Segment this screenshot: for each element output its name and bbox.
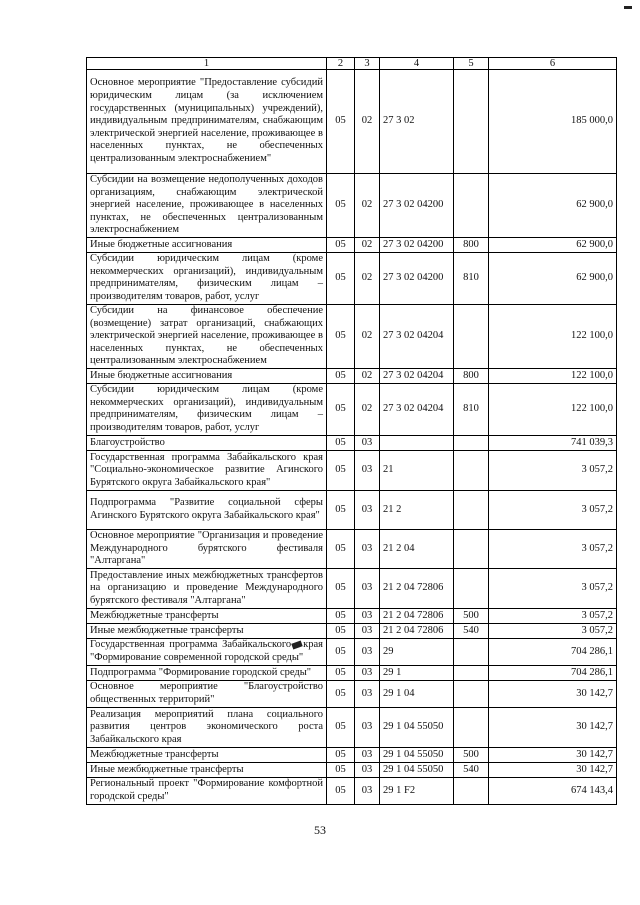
row-section: 05 bbox=[327, 237, 355, 252]
table-row bbox=[87, 450, 617, 490]
row-section: 05 bbox=[327, 435, 355, 450]
row-expense-type: 810 bbox=[454, 252, 489, 304]
row-expense-type bbox=[454, 450, 489, 490]
header-col-2: 2 bbox=[327, 58, 355, 70]
row-subsection: 03 bbox=[355, 707, 380, 747]
row-expense-type bbox=[454, 665, 489, 680]
row-name-part: "Формирование современной городской среды" bbox=[90, 651, 304, 663]
row-section: 05 bbox=[327, 450, 355, 490]
row-section: 05 bbox=[327, 252, 355, 304]
header-col-1: 1 bbox=[87, 58, 327, 70]
row-amount: 741 039,3 bbox=[489, 435, 617, 450]
row-subsection: 03 bbox=[355, 665, 380, 680]
table-row bbox=[87, 70, 617, 174]
row-amount: 122 100,0 bbox=[489, 304, 617, 368]
row-section: 05 bbox=[327, 608, 355, 623]
row-subsection: 02 bbox=[355, 70, 380, 174]
row-target-code: 27 3 02 04200 bbox=[380, 252, 454, 304]
row-section: 05 bbox=[327, 707, 355, 747]
row-amount: 674 143,4 bbox=[489, 777, 617, 804]
row-subsection: 03 bbox=[355, 680, 380, 707]
table-row bbox=[87, 252, 617, 304]
table-row bbox=[87, 237, 617, 252]
row-amount: 62 900,0 bbox=[489, 252, 617, 304]
row-section: 05 bbox=[327, 747, 355, 762]
row-name: Субсидии на возмещение недополученных доходов организациям, снабжающим электрической энергией население, проживающее в населенных пунктах, не обеспеченных централизованным электроснабжением bbox=[87, 174, 327, 238]
header-col-3: 3 bbox=[355, 58, 380, 70]
table-row bbox=[87, 680, 617, 707]
row-section: 05 bbox=[327, 304, 355, 368]
row-subsection: 03 bbox=[355, 608, 380, 623]
row-amount: 3 057,2 bbox=[489, 529, 617, 568]
row-section: 05 bbox=[327, 623, 355, 638]
row-name: Реализация мероприятий плана социального развития центров экономического роста Забайкальского края bbox=[87, 707, 327, 747]
table-row bbox=[87, 304, 617, 368]
row-name: Основное мероприятие "Предоставление субсидий юридическим лицам (за исключением государственных (муниципальных) учреждений), индивидуальным предпринимателям, снабжающим электрической энергией население, проживающее в населенных пунктах, не обеспеченных централизованным электроснабжением" bbox=[87, 70, 327, 174]
row-target-code: 21 2 04 bbox=[380, 529, 454, 568]
row-name: Благоустройство bbox=[87, 435, 327, 450]
row-target-code: 27 3 02 04204 bbox=[380, 368, 454, 383]
row-expense-type: 500 bbox=[454, 747, 489, 762]
table-row bbox=[87, 665, 617, 680]
row-target-code: 21 2 04 72806 bbox=[380, 608, 454, 623]
row-expense-type bbox=[454, 490, 489, 529]
row-expense-type bbox=[454, 707, 489, 747]
stamp-mark bbox=[291, 641, 302, 650]
row-amount: 3 057,2 bbox=[489, 608, 617, 623]
table-row bbox=[87, 383, 617, 435]
row-expense-type: 540 bbox=[454, 623, 489, 638]
row-amount: 3 057,2 bbox=[489, 490, 617, 529]
row-amount: 30 142,7 bbox=[489, 707, 617, 747]
row-subsection: 03 bbox=[355, 490, 380, 529]
row-amount: 3 057,2 bbox=[489, 568, 617, 608]
row-expense-type bbox=[454, 638, 489, 665]
page-number: 53 bbox=[314, 823, 326, 837]
row-name-part: Государственная программа Забайкальского bbox=[90, 639, 292, 651]
row-section: 05 bbox=[327, 529, 355, 568]
row-subsection: 03 bbox=[355, 435, 380, 450]
row-section: 05 bbox=[327, 568, 355, 608]
row-target-code: 29 1 bbox=[380, 665, 454, 680]
row-name: Субсидии на финансовое обеспечение (возмещение) затрат организаций, снабжающих электрической энергией население, проживающее в населенных пунктах, не обеспеченных централизованным электроснабжением bbox=[87, 304, 327, 368]
row-section: 05 bbox=[327, 70, 355, 174]
row-subsection: 03 bbox=[355, 747, 380, 762]
table-row bbox=[87, 762, 617, 777]
row-subsection: 02 bbox=[355, 383, 380, 435]
row-name: Основное мероприятие "Организация и проведение Международного бурятского фестиваля "Алтаргана" bbox=[87, 529, 327, 568]
row-expense-type: 800 bbox=[454, 237, 489, 252]
row-subsection: 03 bbox=[355, 638, 380, 665]
table-row bbox=[87, 435, 617, 450]
row-amount: 185 000,0 bbox=[489, 70, 617, 174]
header-row bbox=[87, 58, 617, 70]
table-row bbox=[87, 608, 617, 623]
row-subsection: 03 bbox=[355, 529, 380, 568]
row-expense-type bbox=[454, 174, 489, 238]
row-section: 05 bbox=[327, 762, 355, 777]
row-subsection: 03 bbox=[355, 450, 380, 490]
table-row bbox=[87, 747, 617, 762]
row-target-code: 21 2 bbox=[380, 490, 454, 529]
row-expense-type: 810 bbox=[454, 383, 489, 435]
row-name: Подпрограмма "Развитие социальной сферы Агинского Бурятского округа Забайкальского края" bbox=[87, 490, 327, 529]
row-subsection: 02 bbox=[355, 237, 380, 252]
row-section: 05 bbox=[327, 174, 355, 238]
row-target-code: 21 2 04 72806 bbox=[380, 568, 454, 608]
row-section: 05 bbox=[327, 383, 355, 435]
row-name-part: края bbox=[303, 639, 323, 651]
table-row bbox=[87, 529, 617, 568]
row-amount: 30 142,7 bbox=[489, 762, 617, 777]
row-section: 05 bbox=[327, 665, 355, 680]
row-name: Основное мероприятие "Благоустройство общественных территорий" bbox=[87, 680, 327, 707]
row-amount: 3 057,2 bbox=[489, 450, 617, 490]
row-target-code: 27 3 02 04200 bbox=[380, 237, 454, 252]
table-row bbox=[87, 174, 617, 238]
row-name: Иные бюджетные ассигнования bbox=[87, 368, 327, 383]
row-expense-type: 500 bbox=[454, 608, 489, 623]
row-target-code: 21 2 04 72806 bbox=[380, 623, 454, 638]
table-row bbox=[87, 490, 617, 529]
header-col-4: 4 bbox=[380, 58, 454, 70]
row-amount: 3 057,2 bbox=[489, 623, 617, 638]
row-name: Субсидии юридическим лицам (кроме некоммерческих организаций), индивидуальным предпринимателям, физическим лицам – производителям товаров, работ, услуг bbox=[87, 383, 327, 435]
row-subsection: 03 bbox=[355, 777, 380, 804]
row-amount: 62 900,0 bbox=[489, 237, 617, 252]
row-name: Государственная программа Забайкальского края "Социально-экономическое развитие Агинского Бурятского округа Забайкальского края" bbox=[87, 450, 327, 490]
row-target-code: 29 bbox=[380, 638, 454, 665]
row-name: Субсидии юридическим лицам (кроме некоммерческих организаций), индивидуальным предпринимателям, физическим лицам – производителям товаров, работ, услуг bbox=[87, 252, 327, 304]
row-subsection: 02 bbox=[355, 368, 380, 383]
row-amount: 62 900,0 bbox=[489, 174, 617, 238]
row-name: Иные межбюджетные трансферты bbox=[87, 762, 327, 777]
table-row bbox=[87, 368, 617, 383]
row-name: Межбюджетные трансферты bbox=[87, 608, 327, 623]
row-target-code: 27 3 02 04200 bbox=[380, 174, 454, 238]
row-amount: 30 142,7 bbox=[489, 680, 617, 707]
row-expense-type bbox=[454, 568, 489, 608]
row-expense-type bbox=[454, 70, 489, 174]
row-target-code: 29 1 F2 bbox=[380, 777, 454, 804]
table-body bbox=[87, 70, 617, 805]
row-name: Межбюджетные трансферты bbox=[87, 747, 327, 762]
row-expense-type bbox=[454, 777, 489, 804]
row-name: Иные бюджетные ассигнования bbox=[87, 237, 327, 252]
table-row bbox=[87, 707, 617, 747]
row-target-code: 29 1 04 55050 bbox=[380, 707, 454, 747]
row-target-code bbox=[380, 435, 454, 450]
row-expense-type bbox=[454, 529, 489, 568]
table-row bbox=[87, 638, 617, 665]
row-name: Подпрограмма "Формирование городской среды" bbox=[87, 665, 327, 680]
row-amount: 122 100,0 bbox=[489, 368, 617, 383]
row-target-code: 27 3 02 04204 bbox=[380, 383, 454, 435]
row-expense-type bbox=[454, 680, 489, 707]
row-name: Иные межбюджетные трансферты bbox=[87, 623, 327, 638]
row-expense-type bbox=[454, 304, 489, 368]
row-target-code: 27 3 02 04204 bbox=[380, 304, 454, 368]
row-name: Региональный проект "Формирование комфортной городской среды" bbox=[87, 777, 327, 804]
row-amount: 704 286,1 bbox=[489, 638, 617, 665]
row-section: 05 bbox=[327, 680, 355, 707]
row-target-code: 29 1 04 55050 bbox=[380, 747, 454, 762]
row-target-code: 21 bbox=[380, 450, 454, 490]
row-amount: 122 100,0 bbox=[489, 383, 617, 435]
row-section: 05 bbox=[327, 490, 355, 529]
row-section: 05 bbox=[327, 777, 355, 804]
row-target-code: 29 1 04 55050 bbox=[380, 762, 454, 777]
row-subsection: 03 bbox=[355, 568, 380, 608]
row-expense-type: 540 bbox=[454, 762, 489, 777]
table-row bbox=[87, 623, 617, 638]
row-subsection: 03 bbox=[355, 762, 380, 777]
row-subsection: 02 bbox=[355, 252, 380, 304]
row-name bbox=[87, 638, 327, 665]
budget-table bbox=[86, 57, 617, 805]
row-amount: 704 286,1 bbox=[489, 665, 617, 680]
row-target-code: 27 3 02 bbox=[380, 70, 454, 174]
row-target-code: 29 1 04 bbox=[380, 680, 454, 707]
table-row bbox=[87, 777, 617, 804]
row-subsection: 02 bbox=[355, 174, 380, 238]
header-col-5: 5 bbox=[454, 58, 489, 70]
row-subsection: 02 bbox=[355, 304, 380, 368]
header-col-6: 6 bbox=[489, 58, 617, 70]
row-subsection: 03 bbox=[355, 623, 380, 638]
row-expense-type: 800 bbox=[454, 368, 489, 383]
row-section: 05 bbox=[327, 368, 355, 383]
row-section: 05 bbox=[327, 638, 355, 665]
row-expense-type bbox=[454, 435, 489, 450]
row-amount: 30 142,7 bbox=[489, 747, 617, 762]
scan-mark bbox=[624, 6, 632, 9]
table-row bbox=[87, 568, 617, 608]
row-name: Предоставление иных межбюджетных трансфертов на организацию и проведение Международного бурятского фестиваля "Алтаргана" bbox=[87, 568, 327, 608]
